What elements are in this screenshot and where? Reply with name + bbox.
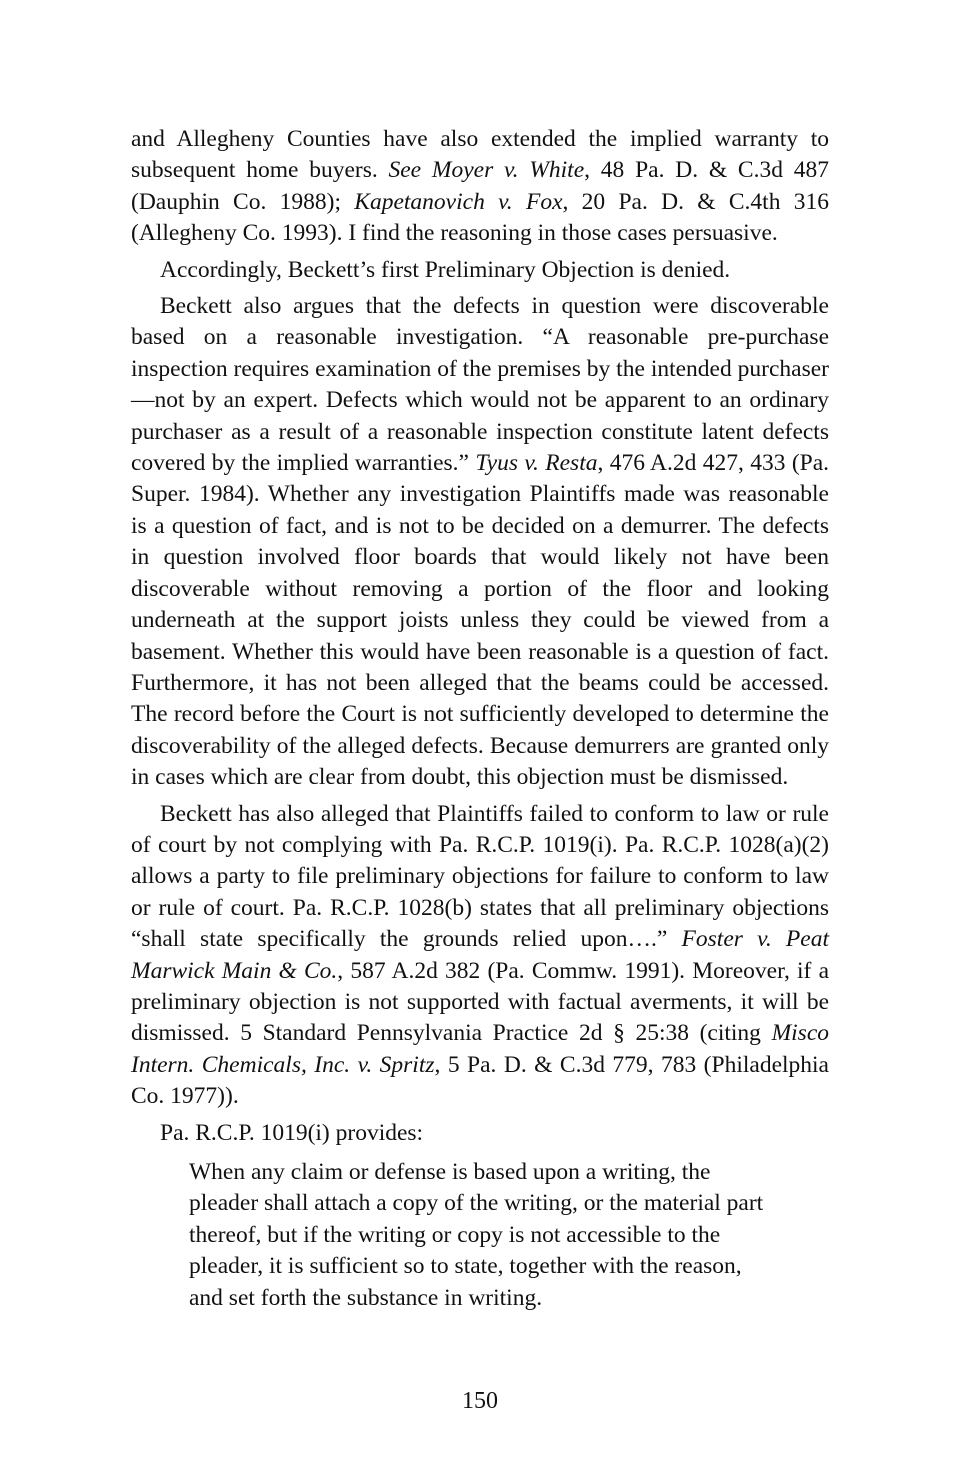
case-citation: Kapetanovich v. Fox bbox=[354, 188, 563, 215]
paragraph-rule-conformity bbox=[131, 799, 829, 1113]
text-run: , 20 Pa. D. & C.4th 316 (Allegheny Co. 1993). I find the reasoning in those cases persuasive. bbox=[131, 188, 829, 247]
paragraph-discoverability bbox=[131, 291, 829, 794]
text-run: , 5 Pa. D. & C.3d 779, 783 (Philadelphia Co. 1977)). bbox=[131, 1051, 829, 1110]
paragraph-objection-denied bbox=[131, 255, 829, 286]
text-run: Beckett also argues that the defects in question were discoverable based on a reasonable investigation. “A reasonable pre-purchase inspection requires examination of the premises by the intended purchaser—not by an expert. Defects which would not be apparent to an ordinary purchaser as a result of a reasonable inspection constitute latent defects covered by the implied warranties.” bbox=[131, 293, 829, 477]
text-run: Pa. R.C.P. 1019(i) provides: bbox=[160, 1119, 424, 1146]
text-run: , 476 A.2d 427, 433 (Pa. Super. 1984). Whether any investigation Plaintiffs made was reasonable is a question of fact, and is not to be decided on a demurrer. The defects in question involved floor boards that would likely not have been discoverable without removing a portion of the floor and looking underneath at the support joists unless they could be viewed from a basement. Whether this would have been reasonable is a question of fact. Furthermore, it has not been alleged that the beams could be accessed. The record before the Court is not sufficiently developed to determine the discoverability of the alleged defects. Because demurrers are granted only in cases which are clear from doubt, this objection must be dismissed. bbox=[131, 450, 830, 791]
text-run: Beckett has also alleged that Plaintiffs failed to conform to law or rule of court by not complying with Pa. R.C.P. 1019(i). Pa. R.C.P. 1028(a)(2) allows a party to file preliminary objections for failure to conform to law or rule of court. Pa. R.C.P. 1028(b) states that all preliminary objections “shall state specifically the grounds relied upon….” bbox=[131, 800, 829, 953]
text-run: When any claim or defense is based upon a writing, the pleader shall attach a copy of the writing, or the material part thereof, but if the writing or copy is not accessible to the pleader, it is sufficient so to state, together with the reason, and set forth the substance in writing. bbox=[189, 1159, 764, 1311]
paragraph-rule-intro bbox=[131, 1118, 829, 1149]
text-run: Accordingly, Beckett’s first Preliminary Objection is denied. bbox=[160, 256, 731, 283]
text-run: and Allegheny Counties have also extended the implied warranty to subsequent home buyers. bbox=[131, 126, 829, 184]
case-citation: Tyus v. Resta bbox=[475, 450, 598, 477]
block-quote-rule-1019i bbox=[189, 1157, 771, 1314]
page-number: 150 bbox=[462, 1388, 498, 1414]
case-citation: Misco Intern. Chemicals, Inc. v. Spritz bbox=[131, 1020, 829, 1078]
text-run: , 48 Pa. D. & C.3d 487 (Dauphin Co. 1988); bbox=[131, 157, 829, 215]
case-citation: Foster v. Peat Marwick Main & Co. bbox=[131, 926, 829, 984]
paragraph-warranty-extension bbox=[131, 124, 829, 250]
body-text bbox=[131, 124, 829, 1314]
text-run: , 587 A.2d 382 (Pa. Commw. 1991). Moreover, if a preliminary objection is not supported with factual averments, it will be dismissed. 5 Standard Pennsylvania Practice 2d § 25:38 (citing bbox=[131, 957, 830, 1047]
case-citation: See Moyer v. White bbox=[388, 157, 585, 184]
